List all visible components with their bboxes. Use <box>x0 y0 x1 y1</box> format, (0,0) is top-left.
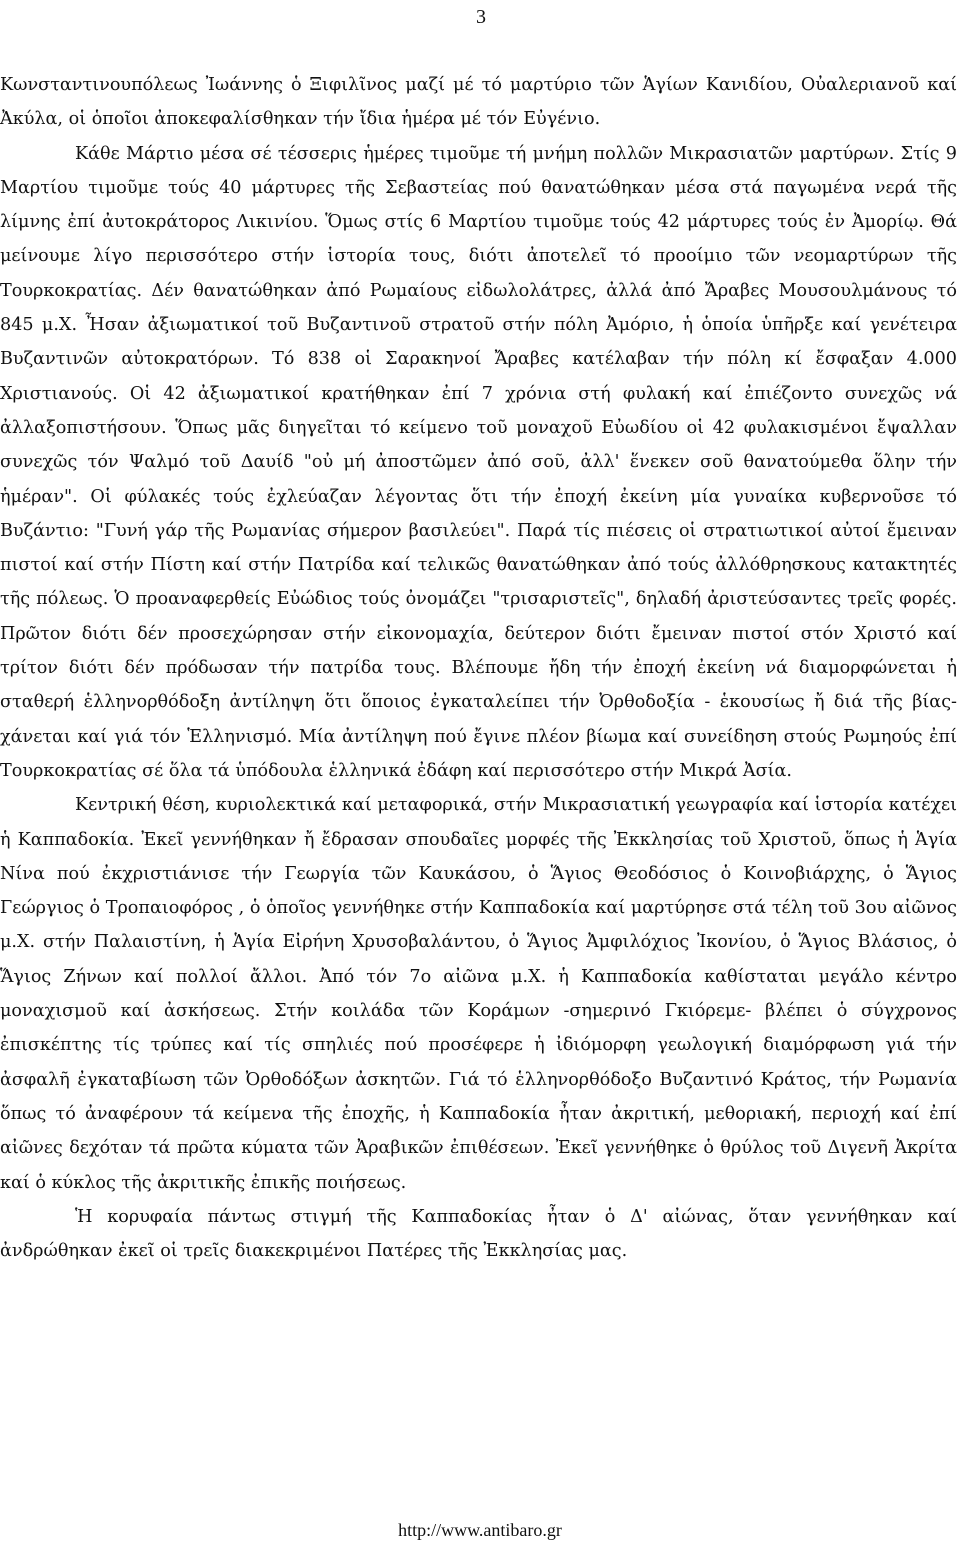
footer-url: http://www.antibaro.gr <box>398 1520 562 1540</box>
paragraph-2: Κάθε Μάρτιο μέσα σέ τέσσερις ἡμέρες τιμοῦμε τή μνήμη πολλῶν Μικρασιατῶν μαρτύρων. Στίς 9 Μαρτίου τιμοῦμε τούς 40 μάρτυρες τῆς Σεβαστείας πού θανατώθηκαν μέσα στά παγωμένα νερά τῆς λίμνης ἐπί ἀυτοκράτορος Λικινίου. Ὅμως στίς 6 Μαρτίου τιμοῦμε τούς 42 μάρτυρες τούς ἐν Ἀμορίῳ. Θά μείνουμε λίγο περισσότερο στήν ἱστορία τους, διότι ἀποτελεῖ τό προοίμιο τῶν νεομαρτύρων τῆς Τουρκοκρατίας. Δέν θανατώθηκαν ἀπό Ρωμαίους εἰδωλολάτρες, ἀλλά ἀπό Ἄραβες Μουσουλμάνους τό 845 μ.Χ. Ἦσαν ἀξιωματικοί τοῦ Βυζαντινοῦ στρατοῦ στήν πόλη Ἀμόριο, ἡ ὁποία ὑπῆρξε καί γενέτειρα Βυζαντινῶν αὐτοκρατόρων. Τό 838 οἱ Σαρακηνοί Ἄραβες κατέλαβαν τήν πόλη κί ἔσφαξαν 4.000 Χριστιανούς. Οἱ 42 ἀξιωματικοί κρατήθηκαν ἐπί 7 χρόνια στή φυλακή καί ἐπιέζοντο συνεχῶς νά ἀλλαξοπιστήσουν. Ὅπως μᾶς διηγεῖται τό κείμενο τοῦ μοναχοῦ Εὐωδίου οἱ 42 φυλακισμένοι ἔψαλλαν συνεχῶς τόν Ψαλμό τοῦ Δαυίδ "οὐ μή ἀποστῶμεν ἀπό σοῦ, ἀλλ' ἕνεκεν σοῦ θανατούμεθα ὅλην τήν ἡμέραν". Οἱ φύλακές τούς ἐχλεύαζαν λέγοντας ὅτι τήν ἐποχή ἐκείνη μία γυναίκα κυβερνοῦσε τό Βυζάντιο: "Γυνή γάρ τῆς Ρωμανίας σήμερον βασιλεύει". Παρά τίς πιέσεις οἱ στρατιωτικοί αὐτοί ἔμειναν πιστοί καί στήν Πίστη καί στήν Πατρίδα καί τελικῶς θανατώθηκαν ἀπό τούς ἀλλόθρησκους κατακτητές τῆς πόλεως. Ὁ προαναφερθείς Εὐώδιος τούς ὀνομάζει "τρισαριστεῖς", δηλαδή ἀριστεύσαντες τρεῖς φορές. Πρῶτον διότι δέν προσεχώρησαν στήν εἰκονομαχία, δεύτερον διότι ἔμειναν πιστοί στόν Χριστό καί τρίτον διότι δέν πρόδωσαν τήν πατρίδα τους. Βλέπουμε ἤδη τήν ἐποχή ἐκείνη νά διαμορφώνεται ἡ σταθερή ἑλληνορθόδοξη ἀντίληψη ὅτι ὅποιος ἐγκαταλείπει τήν Ὀρθοδοξία - ἑκουσίως ἤ διά τῆς βίας- χάνεται καί γιά τόν Ἑλληνισμό. Μία ἀντίληψη πού ἔγινε πλέον βίωμα καί συνείδηση στούς Ρωμηούς ἐπί Τουρκοκρατίας σέ ὅλα τά ὑπόδουλα ἑλληνικά ἐδάφη καί περισσότερο στήν Μικρά Ἀσία. <box>0 143 957 781</box>
paragraph-3: Κεντρική θέση, κυριολεκτικά καί μεταφορικά, στήν Μικρασιατική γεωγραφία καί ἱστορία κατέχει ἡ Καππαδοκία. Ἐκεῖ γεννήθηκαν ἤ ἔδρασαν σπουδαῖες μορφές τῆς Ἐκκλησίας τοῦ Χριστοῦ, ὅπως ἡ Ἁγία Νίνα πού ἐκχριστιάνισε τήν Γεωργία τῶν Καυκάσου, ὁ Ἅγιος Θεοδόσιος ὁ Κοινοβιάρχης, ὁ Ἅγιος Γεώργιος ὁ Τροπαιοφόρος , ὁ ὁποῖος γεννήθηκε στήν Καππαδοκία καί μαρτύρησε στά τέλη τοῦ 3ου αἰῶνος μ.Χ. στήν Παλαιστίνη, ἡ Ἁγία Εἰρήνη Χρυσοβαλάντου, ὁ Ἅγιος Ἀμφιλόχιος Ἰκονίου, ὁ Ἅγιος Βλάσιος, ὁ Ἅγιος Ζήνων καί πολλοί ἄλλοι. Ἀπό τόν 7ο αἰῶνα μ.Χ. ἡ Καππαδοκία καθίσταται μεγάλο κέντρο μοναχισμοῦ καί ἀσκήσεως. Στήν κοιλάδα τῶν Κοράμων -σημερινό Γκιόρεμε- βλέπει ὁ σύγχρονος ἐπισκέπτης τίς τρύπες καί τίς σπηλιές πού προσέφερε ἡ ἰδιόμορφη γεωλογική διαμόρφωση γιά τήν ἀσφαλῆ ἐγκαταβίωση τῶν Ὀρθοδόξων ἀσκητῶν. Γιά τό ἑλληνορθόδοξο Βυζαντινό Κράτος, τήν Ρωμανία ὅπως τό ἀναφέρουν τά κείμενα τῆς ἐποχῆς, ἡ Καππαδοκία ἦταν ἀκριτική, μεθοριακή, περιοχή καί ἐπί αἰῶνες δεχόταν τά πρῶτα κύματα τῶν Ἀραβικῶν ἐπιθέσεων. Ἐκεῖ γεννήθηκε ὁ θρύλος τοῦ Διγενῆ Ἀκρίτα καί ὁ κύκλος τῆς ἀκριτικῆς ἐπικῆς ποιήσεως. <box>0 795 957 1193</box>
paragraph-4: Ἡ κορυφαία πάντως στιγμή τῆς Καππαδοκίας ἦταν ὁ Δ' αἰώνας, ὅταν γεννήθηκαν καί ἀνδρώθηκαν ἐκεῖ οἱ τρεῖς διακεκριμένοι Πατέρες τῆς Ἐκκλησίας μας. <box>0 1206 957 1262</box>
page-number: 3 <box>476 6 486 28</box>
body-text <box>0 68 957 1268</box>
paragraph-1: Κωνσταντινουπόλεως Ἰωάννης ὁ Ξιφιλῖνος μαζί μέ τό μαρτύριο τῶν Ἁγίων Κανιδίου, Οὐαλεριανοῦ καί Ἀκύλα, οἱ ὁποῖοι ἀποκεφαλίσθηκαν τήν ἴδια ἡμέρα μέ τόν Εὐγένιο. <box>0 75 957 130</box>
